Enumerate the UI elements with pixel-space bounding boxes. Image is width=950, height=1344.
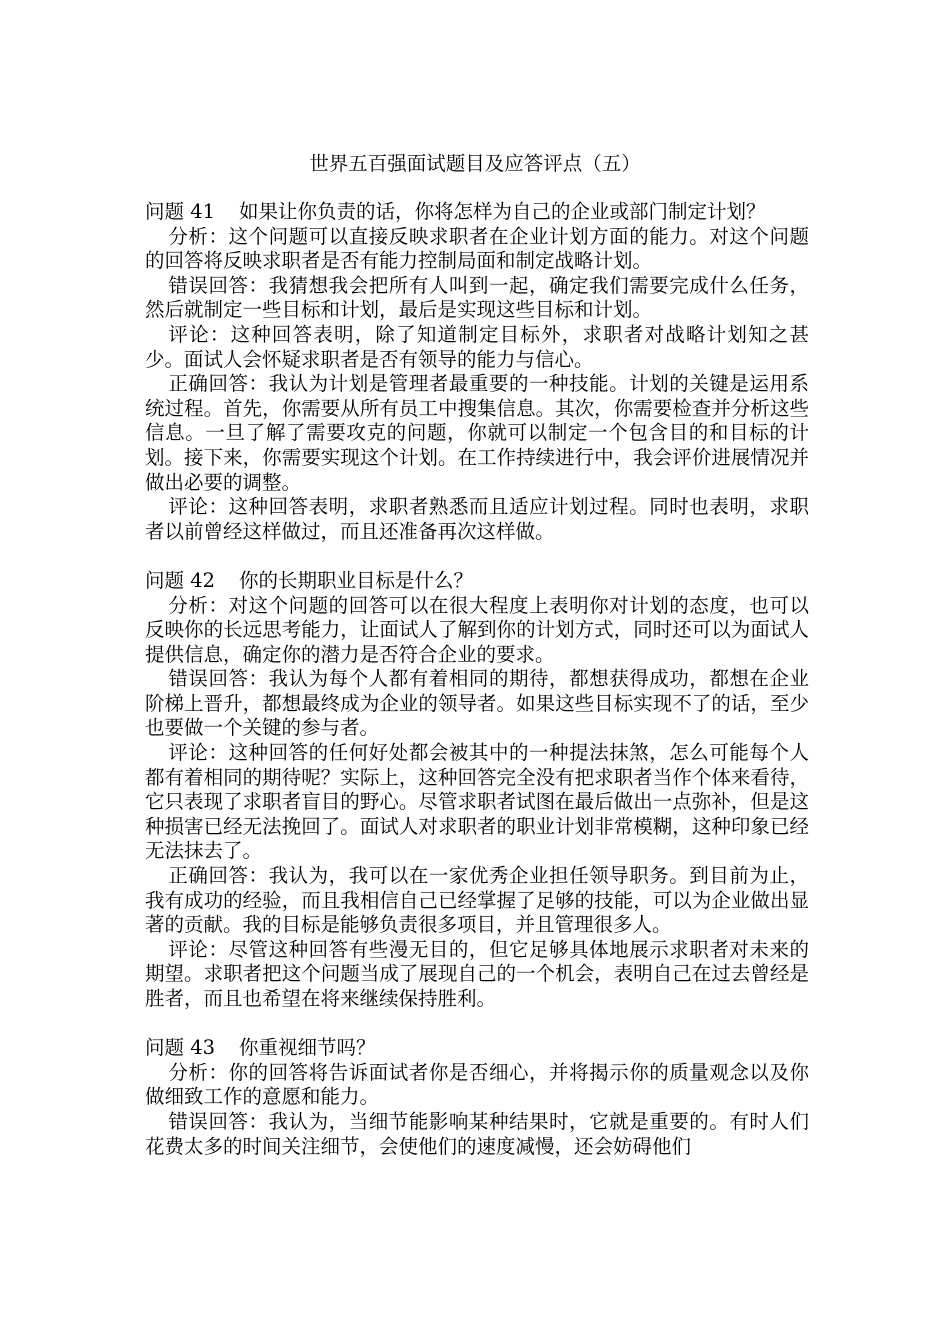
comment-paragraph: 评论：这种回答的任何好处都会被其中的一种提法抹煞，怎么可能每个人都有着相同的期待呢？实际上，这种回答完全没有把求职者当作个体来看待，它只表现了求职者盲目的野心。尽管求职者试图在最后做出一点弥补，但是这种损害已经无法挽回了。面试人对求职者的职业计划非常模糊，这种印象已经无法抹去了。 (145, 741, 809, 863)
question-section-43 (145, 1036, 809, 1159)
question-heading (145, 569, 809, 594)
question-number: 问题 42 (145, 568, 216, 592)
section-spacer (145, 544, 809, 569)
comment-paragraph: 评论：这种回答表明，除了知道制定目标外，求职者对战略计划知之甚少。面试人会怀疑求职者是否有领导的能力与信心。 (145, 322, 809, 371)
question-section-42 (145, 569, 809, 1012)
question-text: 如果让你负责的话，你将怎样为自己的企业或部门制定计划？ (239, 200, 766, 223)
document-body (145, 200, 809, 1159)
question-text: 你重视细节吗？ (239, 1036, 376, 1060)
question-number: 问题 43 (145, 1036, 216, 1060)
analysis-paragraph: 分析：你的回答将告诉面试者你是否细心，并将揭示你的质量观念以及你做细致工作的意愿和能力。 (145, 1060, 809, 1109)
question-heading (145, 200, 809, 225)
wrong-answer-paragraph: 错误回答：我猜想我会把所有人叫到一起，确定我们需要完成什么任务，然后就制定一些目标和计划，最后是实现这些目标和计划。 (145, 273, 809, 322)
question-number: 问题 41 (145, 200, 216, 223)
document-title: 世界五百强面试题目及应答评点（五） (309, 152, 641, 175)
wrong-answer-paragraph: 错误回答：我认为每个人都有着相同的期待，都想获得成功，都想在企业阶梯上晋升，都想最终成为企业的领导者。如果这些目标实现不了的话，至少也要做一个关键的参与者。 (145, 667, 809, 740)
analysis-paragraph: 分析：对这个问题的回答可以在很大程度上表明你对计划的态度，也可以反映你的长远思考能力，让面试人了解到你的计划方式，同时还可以为面试人提供信息，确定你的潜力是否符合企业的要求。 (145, 593, 809, 666)
question-text: 你的长期职业目标是什么？ (239, 568, 474, 592)
question-section-41 (145, 200, 809, 544)
wrong-answer-paragraph: 错误回答：我认为，当细节能影响某种结果时，它就是重要的。有时人们花费太多的时间关注细节，会使他们的速度减慢，还会妨碍他们 (145, 1109, 809, 1158)
analysis-paragraph: 分析：这个问题可以直接反映求职者在企业计划方面的能力。对这个问题的回答将反映求职者是否有能力控制局面和制定战略计划。 (145, 224, 809, 273)
comment-paragraph: 评论：尽管这种回答有些漫无目的，但它足够具体地展示求职者对未来的期望。求职者把这个问题当成了展现自己的一个机会，表明自己在过去曾经是胜者，而且也希望在将来继续保持胜利。 (145, 937, 809, 1010)
question-heading (145, 1036, 809, 1061)
section-spacer (145, 1012, 809, 1037)
comment-paragraph: 评论：这种回答表明，求职者熟悉而且适应计划过程。同时也表明，求职者以前曾经这样做过，而且还准备再次这样做。 (145, 495, 809, 543)
correct-answer-paragraph: 正确回答：我认为，我可以在一家优秀企业担任领导职务。到目前为止，我有成功的经验，而且我相信自己已经掌握了足够的技能，可以为企业做出显著的贡献。我的目标是能够负责很多项目，并且管理很多人。 (145, 864, 809, 937)
correct-answer-paragraph: 正确回答：我认为计划是管理者最重要的一种技能。计划的关键是运用系统过程。首先，你需要从所有员工中搜集信息。其次，你需要检查并分析这些信息。一旦了解了需要攻克的问题，你就可以制定一个包含目的和目标的计划。接下来，你需要实现这个计划。在工作持续进行中，我会评价进展情况并做出必要的调整。 (145, 372, 809, 494)
